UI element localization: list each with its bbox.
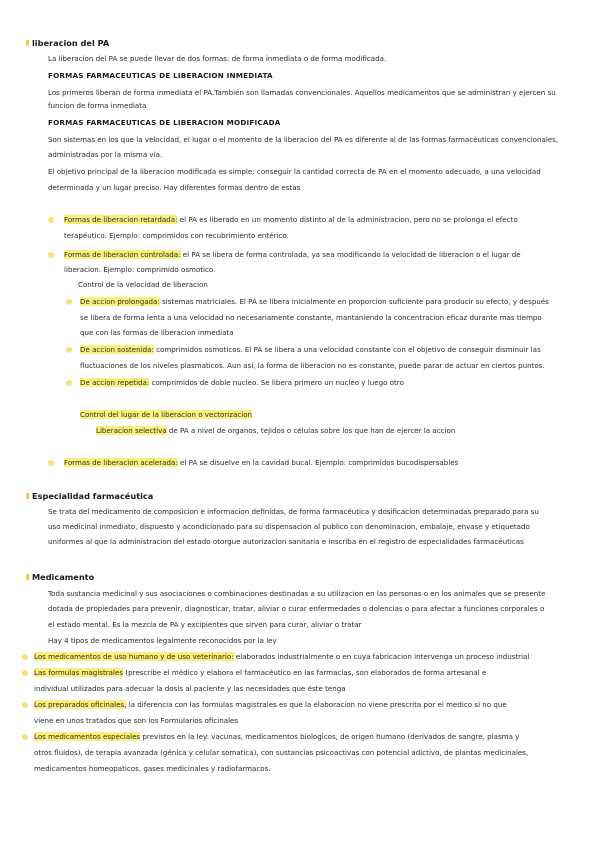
paragraph: La liberacion del PA se puede llevar de dos formas: de forma inmediata o de forma modificada.	[48, 54, 387, 63]
section-title-liberacion: liberacion del PA	[32, 38, 110, 48]
list-item: Formas de liberacion retardada: el PA es liberado en un momento distinto al de la administracion, pero no se prolonga el efecto	[64, 215, 518, 224]
list-item: Los medicamentos de uso humano y de uso veterinario: elaborados industrialmente o en cuya fabricacion intervenga un proceso industrial	[34, 652, 530, 661]
subheading-velocidad: Control de la velocidad de liberacion	[78, 280, 208, 289]
bullet-icon	[22, 702, 28, 708]
bullet-icon	[48, 460, 54, 466]
paragraph: uniformes al que la administracion del estado otorgue autorizacion sanitaria e inscriba en el registro de especialidades farmacéuticas	[48, 537, 524, 546]
list-item-cont: fluctuaciones de los niveles plasmaticos. Aun asi, la forma de liberacion no es constante, puede parar de actuar en ciertos puntos.	[80, 361, 545, 370]
list-item-cont: se libera de forma lenta a una velocidad no necesariamente constante, mantaniendo la concentracion eficaz durante mas tiempo	[80, 313, 542, 322]
list-item-cont: otros fluidos), de terapia avanzada (génica y celular somatica), con sustancias psicoactivas con potencial adictivo, de plantas medicinales,	[34, 748, 529, 757]
subheading-lugar: Control del lugar de la liberacion o vectorizacion	[80, 410, 253, 419]
paragraph: Toda sustancia medicinal y sus asociaciones o combinaciones destinadas a su utilizacion en las personas o en los animales que se presente	[48, 589, 546, 598]
list-item-cont: liberacion. Ejemplo: comprimido osmotico.	[64, 265, 216, 274]
bullet-icon	[22, 654, 28, 660]
list-item: Formas de liberacion acelerada: el PA se disuelve en la cavidad bucal. Ejemplo: comprimidos bucodispersables	[64, 458, 459, 467]
paragraph: administradas por la misma via.	[48, 150, 163, 159]
bullet-icon	[22, 670, 28, 676]
paragraph: Los primeros liberan de forma inmediata el PA.También son llamadas convencionales. Aquellos medicamentos que se administran y ejercen su	[48, 88, 556, 97]
paragraph: dotada de propiedades para prevenir, diagnosticar, tratar, aliviar o curar enfermedades o dolencias o para afectar a funciones corporales o	[48, 604, 545, 613]
list-item: Formas de liberacion controlada: el PA se libera de forma controlada, ya sea modificando la velocidad de liberacion o el lugar de	[64, 250, 521, 259]
paragraph: El objetivo principal de la liberacion modificada es simple: conseguir la cantidad correcta de PA en el momento adecuado, a una velocidad	[48, 167, 541, 176]
list-item-cont: individual utilizados para adecuar la dosis al paciente y las necesidades que éste tenga	[34, 684, 346, 693]
bullet-icon	[66, 380, 72, 386]
bullet-icon	[66, 347, 72, 353]
bullet-icon	[48, 252, 54, 258]
list-item: De accion sostenida: comprimidos osmoticos. El PA se libera a una velocidad constante con el objetivo de conseguir disminuir las	[80, 345, 541, 354]
paragraph: determinada y un lugar preciso. Hay diferentes formas dentro de estas	[48, 183, 301, 192]
section-title-especialidad: Especialidad farmacéutica	[32, 491, 154, 501]
section-marker	[26, 574, 29, 580]
paragraph: Son sistemas en los que la velocidad, el lugar o el momento de la liberacion del PA es diferente al de las formas farmacéuticas convencionales,	[48, 135, 559, 144]
subheading-inmediata: FORMAS FARMACEUTICAS DE LIBERACION INMEDIATA	[48, 71, 273, 80]
list-item-cont: viene en unos tratados que son los Formularios oficinales	[34, 716, 239, 725]
section-marker	[26, 40, 29, 46]
paragraph: el estado mental. Es la mezcla de PA y excipientes que sirven para curar, aliviar o tratar	[48, 620, 362, 629]
list-item-cont: medicamentos homeopaticos, gases medicinales y radiofarmacos.	[34, 764, 271, 773]
paragraph: Se trata del medicamento de composicion e informacion definidas, de forma farmacéutica y dosificacion determinadas preparado para su	[48, 507, 539, 516]
list-item: De accion prolongada: sistemas matriciales. El PA se libera inicialmente en proporcion suficiente para producir su efecto, y después	[80, 297, 549, 306]
list-item: Las formulas magistrales (prescribe el médico y elabora el farmacéutico en las farmacias, son elaborados de forma artesanal e	[34, 668, 487, 677]
list-item-cont: que con las formas de liberacion inmediata	[80, 328, 234, 337]
bullet-icon	[48, 217, 54, 223]
bullet-icon	[22, 734, 28, 740]
list-item: Los medicamentos especiales previstos en la ley: vacunas, medicamentos biologicos, de origen humano (derivados de sangre, plasma y	[34, 732, 520, 741]
subheading-modificada: FORMAS FARMACEUTICAS DE LIBERACION MODIFICADA	[48, 118, 281, 127]
paragraph: uso medicinal inmediato, dispuesto y acondicionado para su dispensacion al publico con denominacion, embalaje, envase y etiquetado	[48, 522, 530, 531]
paragraph: funcion de forma inmediata	[48, 101, 147, 110]
list-item: Los preparados oficinales, la diferencia con las formulas magistrales es que la elaboracion no viene prescrita por el medico si no que	[34, 700, 507, 709]
list-item: De accion repetida: comprimidos de doble nucleo. Se libera primero un nucleo y luego otro	[80, 378, 404, 387]
bullet-icon	[66, 299, 72, 305]
paragraph: Hay 4 tipos de medicamentos legalmente reconocidos por la ley	[48, 636, 277, 645]
section-marker	[26, 493, 29, 499]
section-title-medicamento: Medicamento	[32, 572, 95, 582]
list-item-cont: terapéutico. Ejemplo: comprimidos con recubrimiento entérico.	[64, 231, 289, 240]
list-item: Liberacion selectiva de PA a nivel de organos, tejidos o células sobre los que han de ejercer la accion	[96, 426, 456, 435]
